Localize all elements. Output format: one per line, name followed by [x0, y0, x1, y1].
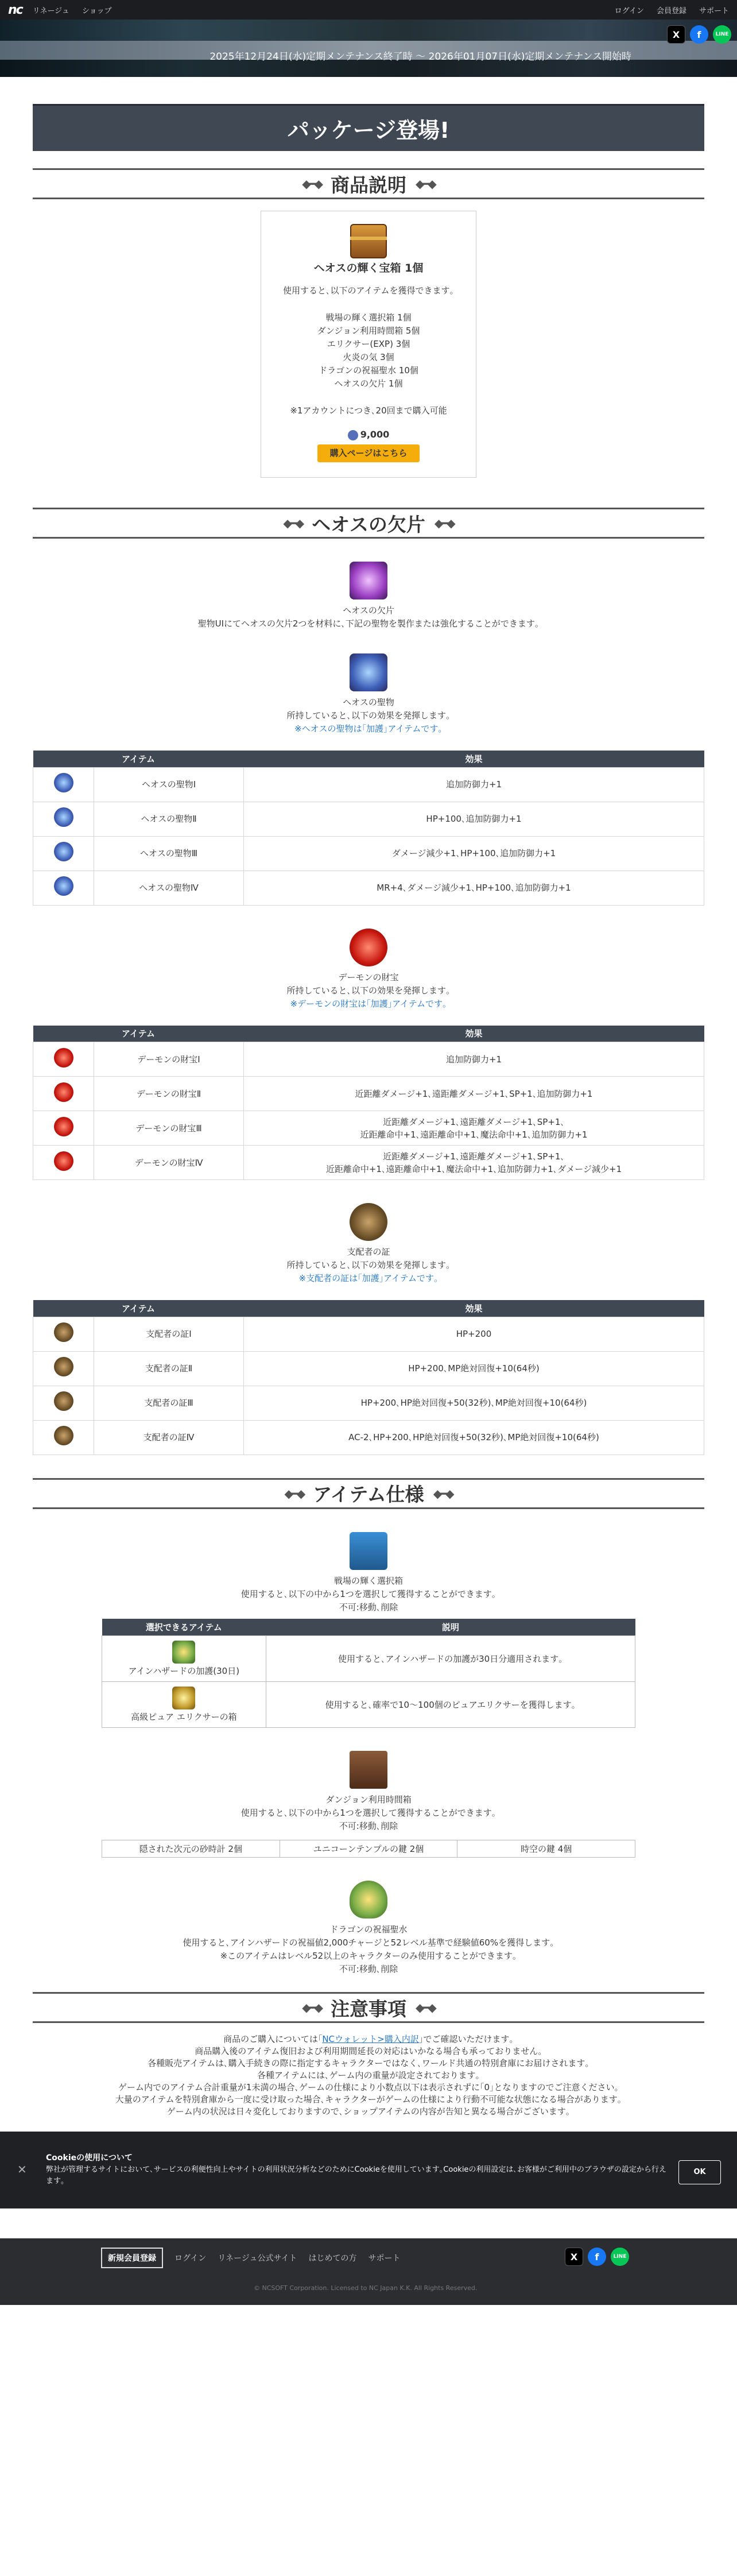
heos-relic-icon: [350, 653, 387, 691]
table-row: アインハザードの加護(30日) 使用すると､アインハザードの加護が30日分適用されます｡: [102, 1636, 635, 1682]
product-item: エリクサー(EXP) 3個: [327, 339, 410, 349]
demon-treasure-icon: [54, 1048, 73, 1067]
demon-treasure-icon: [54, 1117, 73, 1136]
spec1-info: 戦場の輝く選択箱 使用すると､以下の中から1つを選択して獲得することができます｡ 不可:移動､削除: [241, 1575, 496, 1612]
spec2-table: [102, 1840, 635, 1858]
footer-link[interactable]: ログイン: [174, 2254, 207, 2263]
footer-register-button[interactable]: 新規会員登録: [101, 2248, 163, 2268]
line-icon[interactable]: LINE: [611, 2248, 629, 2266]
footer: [0, 2238, 737, 2305]
notes-text: 商品のご購入については｢NCウォレット>購入内訳｣でご確認いただけます｡ 商品購入後のアイテム復旧および利用期間延長の対応はいかなる場合も承っておりません｡ 各種販売アイテムは､購入手続きの際に指定するキャラクターではなく､ワールド共通の特別倉庫にお届けされます｡ 各種アイテムには､ゲーム内の重量が設定されております｡ ゲーム内でのアイテム合計重量が1未満の場合､ゲームの仕様により小数点以下は表示されずに｢0｣となりますのでご注意ください｡ 大量のアイテムを特別倉庫から一度に受け取った場合､キャラクターがゲームの仕様により行動不可能な状態になる場合があります｡ ゲーム内の状況は日々変化しておりますので､ショップアイテムの内容が告知と異なる場合がございます｡: [115, 2034, 622, 2117]
product-item: ヘオスの欠片 1個: [334, 378, 403, 389]
nc-wallet-link[interactable]: NCウォレット>購入内訳: [322, 2034, 419, 2044]
cookie-title: Cookieの使用について: [46, 2153, 133, 2163]
ornament-icon: ◆━◆: [284, 1486, 304, 1500]
shard-info: ヘオスの欠片 聖物UIにてヘオスの欠片2つを材料に､下記の聖物を製作または強化することができます｡: [197, 605, 540, 629]
relic3-table: アイテム 効果 支配者の証Ⅰ HP+200 支配者の証Ⅱ HP+200､MP絶対回復+10(64秒) 支配者の証Ⅲ HP+200､HP絶対回復+50(32秒)､MP絶対回復+10(64秒) 支配者の証Ⅳ AC-2､HP+200､HP絶対回復+50(32秒)､MP絶対回復+10(64秒): [33, 1300, 704, 1455]
facebook-share-icon[interactable]: f: [690, 25, 708, 44]
spec3-info: ドラゴンの祝福聖水 使用すると､アインハザードの祝福値2,000チャージと52レベル基準で経験値60%を獲得します｡ ※このアイテムはレベル52以上のキャラクターのみ使用することができます｡ 不可:移動､削除: [183, 1924, 554, 1974]
blessing-icon: [172, 1641, 195, 1664]
login-link[interactable]: ログイン: [614, 6, 644, 16]
heos-relic-icon: [54, 807, 73, 827]
ruler-proof-icon: [54, 1391, 73, 1411]
table-row: デーモンの財宝Ⅱ 近距離ダメージ+1､遠距離ダメージ+1､SP+1､追加防御力+1: [33, 1077, 704, 1111]
nav-link-lineage[interactable]: リネージュ: [32, 6, 69, 16]
price: 9,000: [267, 428, 470, 441]
selection-box-icon: [350, 1532, 387, 1570]
support-link[interactable]: サポート: [699, 6, 729, 16]
section-heading-spec: ◆━◆ アイテム仕様 ◆━◆: [33, 1478, 704, 1509]
nc-coin-icon: [348, 430, 358, 440]
purchase-button[interactable]: 購入ページはこちら: [317, 444, 420, 462]
relic1-table: アイテム 効果 ヘオスの聖物Ⅰ 追加防御力+1 ヘオスの聖物Ⅱ HP+100､追加防御力+1 ヘオスの聖物Ⅲ ダメージ減少+1､HP+100､追加防御力+1 ヘオスの聖物Ⅳ MR+4､ダメージ減少+1､HP+100､追加防御力+1: [33, 751, 704, 906]
spec1-table: 選択できるアイテム 説明 アインハザードの加護(30日) 使用すると､アインハザードの加護が30日分適用されます｡ 高級ピュア エリクサーの箱 使用すると､確率で10〜100個のピュアエリクサーを獲得します｡: [102, 1619, 635, 1728]
dungeon-time-box-icon: [350, 1751, 387, 1789]
line-share-icon[interactable]: LINE: [713, 25, 731, 44]
table-row: 支配者の証Ⅱ HP+200､MP絶対回復+10(64秒): [33, 1351, 704, 1386]
ruler-proof-icon: [54, 1322, 73, 1342]
ruler-proof-icon: [54, 1426, 73, 1445]
ornament-icon: ◆━◆: [416, 177, 435, 191]
holy-water-icon: [350, 1881, 387, 1919]
facebook-icon[interactable]: f: [588, 2248, 606, 2266]
section-heading-notes: ◆━◆ 注意事項 ◆━◆: [33, 1992, 704, 2023]
product-item: 火炎の気 3個: [343, 352, 394, 362]
x-icon[interactable]: X: [565, 2248, 583, 2266]
heos-relic-icon: [54, 842, 73, 861]
product-item: 戦場の輝く選択箱 1個: [325, 312, 412, 323]
product-item: ドラゴンの祝福聖水 10個: [319, 365, 418, 376]
product-lead: 使用すると､以下のアイテムを獲得できます｡: [283, 285, 454, 296]
sale-period-text: 2025年12月24日(水)定期メンテナンス終了時 〜 2026年01月07日(水)定期メンテナンス開始時: [210, 51, 631, 63]
table-row: デーモンの財宝Ⅲ 近距離ダメージ+1､遠距離ダメージ+1､SP+1､ 近距離命中+1､遠距離命中+1､魔法命中+1､追加防御力+1: [33, 1111, 704, 1146]
table-row: デーモンの財宝Ⅳ 近距離ダメージ+1､遠距離ダメージ+1､SP+1､ 近距離命中+1､遠距離命中+1､魔法命中+1､追加防御力+1､ダメージ減少+1: [33, 1146, 704, 1180]
ornament-icon: ◆━◆: [302, 177, 321, 191]
product-name: ヘオスの輝く宝箱 1個: [313, 262, 424, 274]
table-row: 支配者の証Ⅰ HP+200: [33, 1317, 704, 1351]
relic2-info: デーモンの財宝 所持していると､以下の効果を発揮します｡ ※デーモンの財宝は｢加護｣アイテムです｡: [286, 972, 451, 1009]
footer-link[interactable]: はじめての方: [308, 2254, 357, 2263]
product-item: ダンジョン利用時間箱 5個: [317, 326, 420, 336]
ornament-icon: ◆━◆: [434, 516, 454, 530]
table-row: ヘオスの聖物Ⅱ HP+100､追加防御力+1: [33, 802, 704, 836]
product-card: [261, 211, 476, 478]
heos-relic-icon: [54, 773, 73, 792]
cookie-banner: [0, 2132, 737, 2208]
table-row: 高級ピュア エリクサーの箱 使用すると､確率で10〜100個のピュアエリクサーを獲得します｡: [102, 1682, 635, 1728]
demon-treasure-icon: [54, 1151, 73, 1171]
copyright: © NCSOFT Corporation. Licensed to NC Japan K.K. All Rights Reserved.: [254, 2284, 478, 2292]
table-row: デーモンの財宝Ⅰ 追加防御力+1: [33, 1042, 704, 1077]
relic1-info: ヘオスの聖物 所持していると､以下の効果を発揮します｡ ※ヘオスの聖物は｢加護｣アイテムです｡: [286, 697, 451, 734]
nc-logo[interactable]: nc: [8, 2, 22, 17]
x-share-icon[interactable]: X: [667, 25, 685, 44]
ruler-proof-icon: [54, 1357, 73, 1376]
ornament-icon: ◆━◆: [416, 2001, 435, 2014]
table-row: 支配者の証Ⅲ HP+200､HP絶対回復+50(32秒)､MP絶対回復+10(64秒): [33, 1386, 704, 1420]
ornament-icon: ◆━◆: [433, 1486, 453, 1500]
relic3-info: 支配者の証 所持していると､以下の効果を発揮します｡ ※支配者の証は｢加護｣アイテムです｡: [286, 1247, 451, 1283]
global-nav-bar: [0, 0, 737, 20]
table-row: ヘオスの聖物Ⅳ MR+4､ダメージ減少+1､HP+100､追加防御力+1: [33, 871, 704, 905]
page-title: パッケージ登場!: [33, 104, 704, 151]
ruler-proof-icon: [350, 1203, 387, 1241]
heos-relic-icon: [54, 876, 73, 896]
relic2-table: アイテム 効果 デーモンの財宝Ⅰ 追加防御力+1 デーモンの財宝Ⅱ 近距離ダメージ+1､遠距離ダメージ+1､SP+1､追加防御力+1 デーモンの財宝Ⅲ 近距離ダメージ+1､遠距離ダメージ+1､SP+1､ 近距離命中+1､遠距離命中+1､魔法命中+1､追加防御力+1 デーモンの財宝Ⅳ 近距離ダメージ+1､遠距離ダメージ+1､SP+1､ 近距離命中+1､遠距離命中+1､魔法命中+1､追加防御力+1､ダメージ減少+1: [33, 1026, 704, 1181]
treasure-chest-icon: [350, 224, 387, 258]
demon-treasure-icon: [350, 929, 387, 966]
elixir-box-icon: [172, 1687, 195, 1709]
demon-treasure-icon: [54, 1082, 73, 1102]
nav-link-shop[interactable]: ショップ: [82, 6, 112, 16]
cookie-body: 弊社が管理するサイトにおいて､サービスの利便性向上やサイトの利用状況分析などのためにCookieを使用しています｡Cookieの利用設定は､お客様がご利用中のブラウザの設定から行えます｡: [46, 2165, 666, 2186]
table-row: 隠された次元の砂時計 2個 ユニコーンテンプルの鍵 2個 時空の鍵 4個: [102, 1840, 635, 1858]
register-link[interactable]: 会員登録: [656, 6, 686, 16]
heos-shard-icon: [350, 562, 387, 599]
spec2-info: ダンジョン利用時間箱 使用すると､以下の中から1つを選択して獲得することができます｡ 不可:移動､削除: [241, 1794, 496, 1831]
table-row: ヘオスの聖物Ⅲ ダメージ減少+1､HP+100､追加防御力+1: [33, 836, 704, 871]
cookie-ok-button[interactable]: OK: [678, 2160, 721, 2184]
footer-link[interactable]: サポート: [368, 2254, 401, 2263]
purchase-limit: ※1アカウントにつき､20回まで購入可能: [290, 405, 447, 416]
ornament-icon: ◆━◆: [283, 516, 303, 530]
close-icon[interactable]: ✕: [17, 2163, 27, 2176]
section-heading-shard: ◆━◆ ヘオスの欠片 ◆━◆: [33, 508, 704, 539]
table-row: 支配者の証Ⅳ AC-2､HP+200､HP絶対回復+50(32秒)､MP絶対回復+10(64秒): [33, 1420, 704, 1455]
share-buttons: [667, 25, 731, 44]
ornament-icon: ◆━◆: [302, 2001, 321, 2014]
table-row: ヘオスの聖物Ⅰ 追加防御力+1: [33, 767, 704, 802]
footer-link[interactable]: リネージュ公式サイト: [218, 2254, 297, 2263]
section-heading-desc: ◆━◆ 商品説明 ◆━◆: [33, 168, 704, 199]
